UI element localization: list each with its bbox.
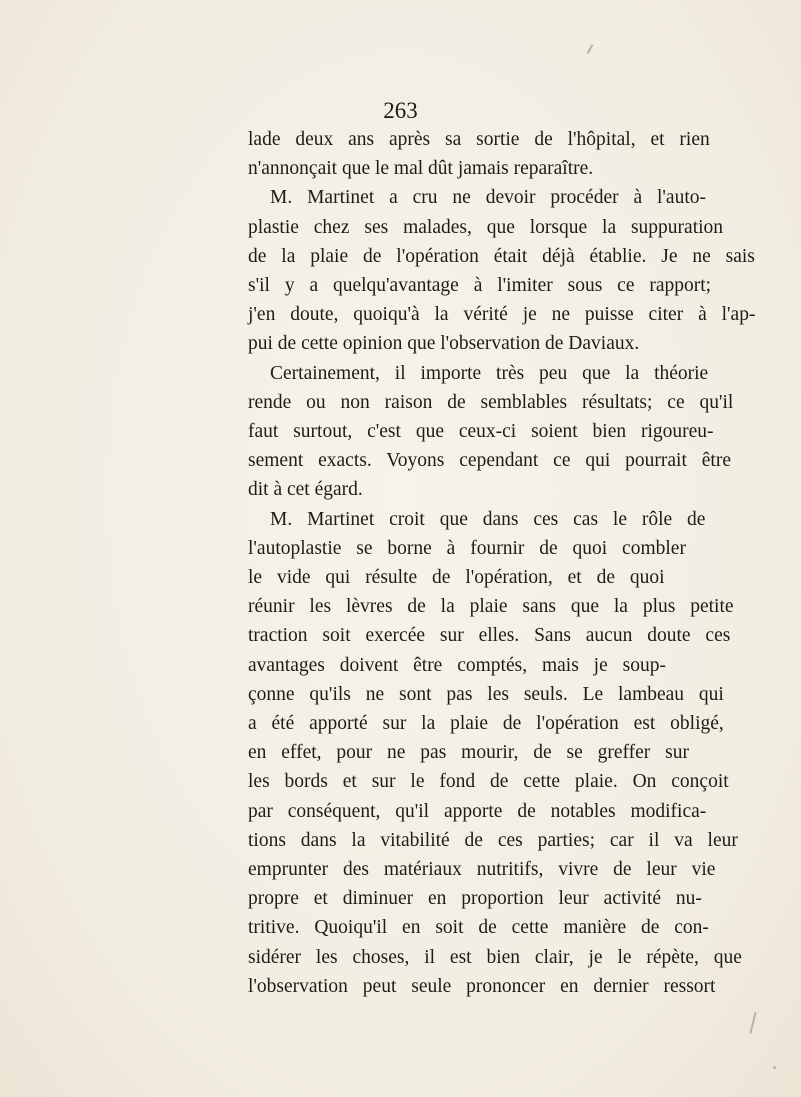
text-line: j'en doute, quoiqu'à la vérité je ne puisse citer à l'ap-	[248, 304, 756, 326]
text-line: tritive. Quoiqu'il en soit de cette manière de con-	[248, 917, 709, 939]
paper-speck	[587, 44, 594, 54]
text-line: tions dans la vitabilité de ces parties; car il va leur	[248, 829, 738, 851]
text-line: l'observation peut seule prononcer en dernier ressort	[248, 975, 716, 997]
text-line: traction soit exercée sur elles. Sans aucun doute ces	[248, 625, 731, 647]
text-line: par conséquent, qu'il apporte de notables modifica-	[248, 800, 707, 822]
text-line: plastie chez ses malades, que lorsque la suppuration	[248, 216, 724, 238]
page-number: 263	[383, 98, 418, 123]
text-line: pui de cette opinion que l'observation de Daviaux.	[248, 333, 640, 355]
text-line: çonne qu'ils ne sont pas les seuls. Le lambeau qui	[248, 683, 724, 705]
text-line: de la plaie de l'opération était déjà établie. Je ne sais	[248, 245, 755, 267]
text-line: sidérer les choses, il est bien clair, je le répète, que	[248, 946, 742, 968]
text-line: propre et diminuer en proportion leur activité nu-	[248, 888, 702, 910]
text-line: s'il y a quelqu'avantage à l'imiter sous ce rapport;	[248, 275, 712, 296]
text-line: n'annonçait que le mal dût jamais reparaître.	[248, 158, 594, 180]
text-line: réunir les lèvres de la plaie sans que la plus petite	[248, 596, 734, 618]
text-line: M. Martinet a cru ne devoir procéder à l'auto-	[270, 187, 706, 209]
text-line: rende ou non raison de semblables résultats; ce qu'il	[248, 391, 734, 413]
text-line: lade deux ans après sa sortie de l'hôpital, et rien	[248, 129, 710, 150]
text-line: a été apporté sur la plaie de l'opération est obligé,	[248, 713, 724, 734]
paper-speck	[749, 1012, 756, 1034]
text-line: M. Martinet croit que dans ces cas le rôle de	[270, 508, 706, 530]
text-line: dit à cet égard.	[248, 479, 363, 501]
text-line: avantages doivent être comptés, mais je soup-	[248, 654, 666, 676]
text-line: Certainement, il importe très peu que la théorie	[270, 362, 709, 384]
text-line: sement exacts. Voyons cependant ce qui pourrait être	[248, 450, 731, 472]
text-line: le vide qui résulte de l'opération, et de quoi	[248, 567, 665, 588]
text-line: en effet, pour ne pas mourir, de se greffer sur	[248, 742, 689, 764]
text-line: emprunter des matériaux nutritifs, vivre de leur vie	[248, 859, 716, 880]
paper-speck	[773, 1066, 776, 1069]
text-line: l'autoplastie se borne à fournir de quoi combler	[248, 537, 686, 559]
text-line: les bords et sur le fond de cette plaie. On conçoit	[248, 771, 729, 793]
text-line: faut surtout, c'est que ceux-ci soient bien rigoureu-	[248, 421, 714, 442]
